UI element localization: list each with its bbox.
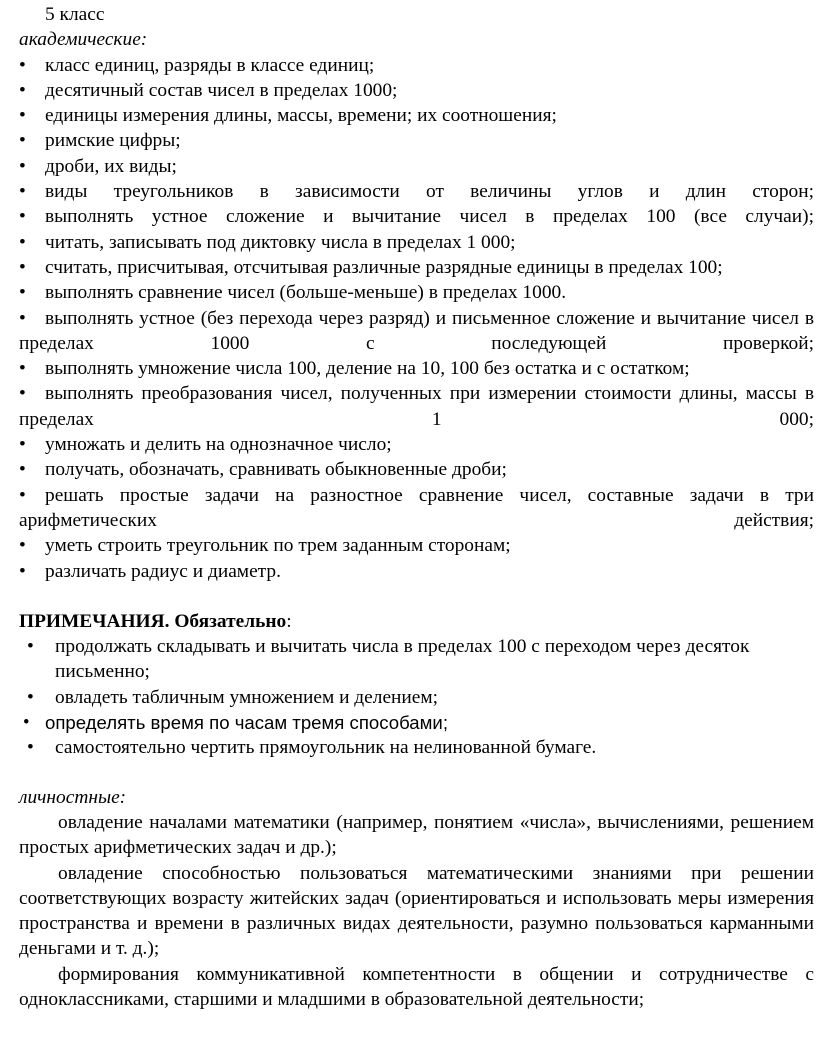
bullet-icon: • [19, 383, 26, 405]
academic-section-heading: академические: [19, 29, 148, 51]
bullet-icon: • [19, 459, 26, 481]
list-item: • виды треугольников в зависимости от величины углов и длин сторон; [19, 179, 814, 204]
bullet-icon: • [19, 105, 26, 127]
bullet-icon: • [19, 484, 26, 506]
list-item: • считать, присчитывая, отсчитывая различные разрядные единицы в пределах 100; [19, 255, 814, 280]
grade-heading: 5 класс [45, 4, 105, 25]
paragraph: формирования коммуникативной компетентности в общении и сотрудничестве с одноклассниками, старшими и младшими в образовательной деятельности; [19, 963, 814, 1010]
bullet-icon: • [27, 737, 34, 759]
list-item: • решать простые задачи на разностное сравнение чисел, составные задачи в три арифметических действия; [19, 484, 814, 531]
list-item: • выполнять устное сложение и вычитание чисел в пределах 100 (все случаи); [19, 204, 814, 229]
list-item: • класс единиц, разряды в классе единиц; [19, 53, 814, 78]
bullet-icon: • [19, 79, 26, 101]
bullet-icon: • [19, 535, 26, 557]
bullet-icon: • [23, 712, 30, 734]
bullet-icon: • [19, 155, 26, 177]
list-item: • выполнять сравнение чисел (больше-меньше) в пределах 1000. [19, 280, 814, 305]
bullet-icon: • [19, 231, 26, 253]
paragraph: овладение началами математики (например, понятием «числа», вычислениями, решением простых арифметических задач и др.); [19, 811, 814, 859]
list-item: • читать, записывать под диктовку числа в пределах 1 000; [19, 230, 814, 255]
list-item: • дроби, их виды; [19, 154, 814, 179]
bullet-icon: • [27, 686, 34, 708]
list-item: • римские цифры; [19, 128, 814, 153]
notes-heading: ПРИМЕЧАНИЯ. Обязательно: [19, 610, 292, 632]
personal-section-heading: личностные: [19, 786, 127, 808]
paragraph: овладение способностью пользоваться математическими знаниями при решении соответствующих возрасту житейских задач (ориентироваться и использовать меры измерения пространства и времени в различных видах деятельности, разумно пользоваться карманными деньгами и т. д.); [19, 862, 814, 960]
list-item: • самостоятельно чертить прямоугольник на нелинованной бумаге. [19, 735, 814, 760]
list-item: • уметь строить треугольник по трем заданным сторонам; [19, 533, 814, 558]
list-item: • овладеть табличным умножением и делением; [19, 685, 814, 710]
bullet-icon: • [19, 206, 26, 228]
list-item: • различать радиус и диаметр. [19, 559, 814, 584]
bullet-icon: • [19, 560, 26, 582]
list-item: • выполнять умножение числа 100, деление на 10, 100 без остатка и с остатком; [19, 356, 814, 381]
bullet-icon: • [19, 282, 26, 304]
bullet-icon: • [19, 358, 26, 380]
list-item: • получать, обозначать, сравнивать обыкновенные дроби; [19, 457, 814, 482]
bullet-icon: • [19, 307, 26, 329]
academic-list [19, 53, 814, 584]
bullet-icon: • [27, 636, 34, 658]
list-item: • десятичный состав чисел в пределах 1000; [19, 78, 814, 103]
notes-list [19, 634, 814, 760]
bullet-icon: • [19, 434, 26, 456]
list-item: • выполнять преобразования чисел, полученных при измерении стоимости длины, массы в пределах 1 000; [19, 383, 814, 430]
bullet-icon: • [19, 256, 26, 278]
bullet-icon: • [19, 181, 26, 203]
list-item: • определять время по часам тремя способами; [19, 710, 814, 735]
list-item: • умножать и делить на однозначное число; [19, 432, 814, 457]
bullet-icon: • [19, 130, 26, 152]
document-page [19, 2, 814, 1012]
list-item: • выполнять устное (без перехода через разряд) и письменное сложение и вычитание чисел в пределах 1000 с последующей проверкой; [19, 307, 814, 354]
list-item: • единицы измерения длины, массы, времени; их соотношения; [19, 103, 814, 128]
list-item: • продолжать складывать и вычитать числа в пределах 100 с переходом через десяток письменно; [27, 636, 750, 683]
bullet-icon: • [19, 54, 26, 76]
